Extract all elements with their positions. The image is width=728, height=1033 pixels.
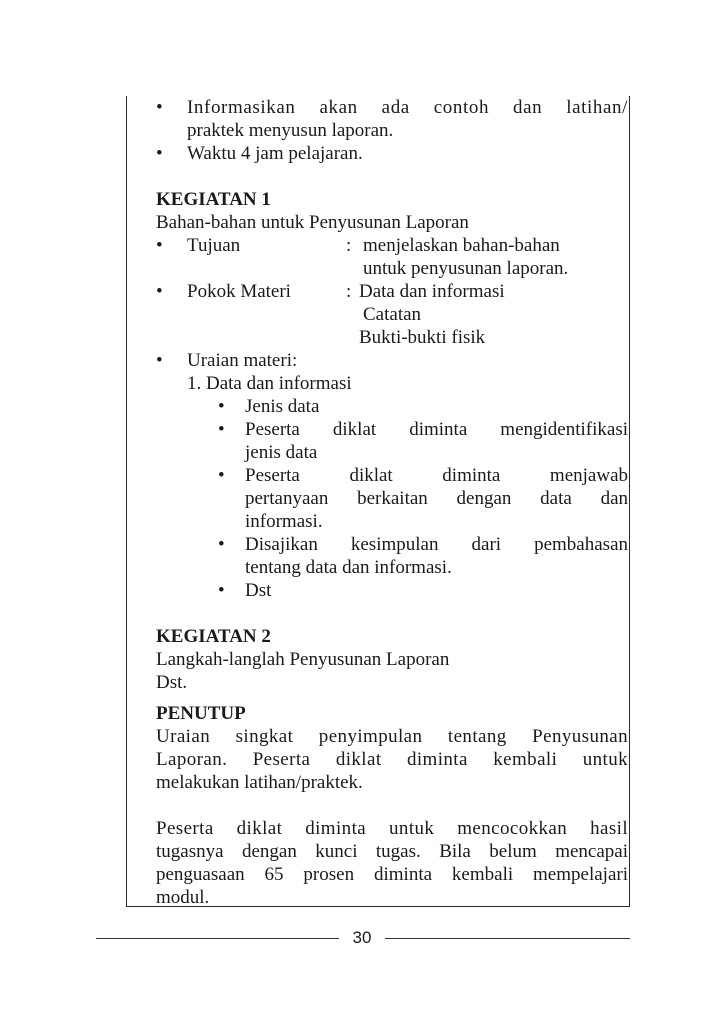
- sub-item-line: informasi.: [245, 511, 323, 532]
- bullet-marker: •: [156, 97, 163, 118]
- penutup-para-2-line-3: penguasaan 65 prosen diminta kembali mempelajari: [156, 864, 628, 885]
- penutup-heading: PENUTUP: [156, 703, 246, 724]
- sub-item-line: pertanyaan berkaitan dengan data dan: [245, 488, 628, 509]
- pokok-materi-colon: :: [346, 281, 352, 302]
- penutup-para-2-line-2: tugasnya dengan kunci tugas. Bila belum mencapai: [156, 841, 628, 862]
- intro-item-2: Waktu 4 jam pelajaran.: [187, 143, 363, 164]
- footer-rule-right: [385, 938, 630, 939]
- pokok-materi-label: Pokok Materi: [187, 281, 291, 302]
- kegiatan-1-title: Bahan-bahan untuk Penyusunan Laporan: [156, 212, 469, 233]
- tujuan-label: Tujuan: [187, 235, 241, 256]
- sub-item-line: Peserta diklat diminta mengidentifikasi: [245, 419, 628, 440]
- sub-item-line: Jenis data: [245, 396, 320, 417]
- sub-item-line: Peserta diklat diminta menjawab: [245, 465, 628, 486]
- tujuan-line-1: menjelaskan bahan-bahan: [363, 235, 560, 256]
- kegiatan-1-heading: KEGIATAN 1: [156, 189, 271, 210]
- footer-rule-left: [96, 938, 339, 939]
- intro-item-1-line-2: praktek menyusun laporan.: [187, 120, 394, 141]
- penutup-para-1-line-1: Uraian singkat penyimpulan tentang Penyusunan: [156, 726, 628, 747]
- pokok-materi-line-3: Bukti-bukti fisik: [359, 327, 486, 348]
- sub-item-line: jenis data: [245, 442, 318, 463]
- bullet-marker: •: [218, 534, 225, 555]
- sub-item-line: Dst: [245, 580, 272, 601]
- kegiatan-2-title: Langkah-langlah Penyusunan Laporan: [156, 649, 450, 670]
- bullet-marker: •: [218, 580, 225, 601]
- tujuan-colon: :: [346, 235, 352, 256]
- bullet-marker: •: [156, 235, 163, 256]
- penutup-para-2-line-1: Peserta diklat diminta untuk mencocokkan hasil: [156, 818, 628, 839]
- bullet-marker: •: [218, 396, 225, 417]
- sub-item-line: Disajikan kesimpulan dari pembahasan: [245, 534, 628, 555]
- penutup-para-1-line-2: Laporan. Peserta diklat diminta kembali untuk: [156, 749, 628, 770]
- uraian-materi-label: Uraian materi:: [187, 350, 298, 371]
- kegiatan-2-dst: Dst.: [156, 672, 188, 693]
- kegiatan-2-heading: KEGIATAN 2: [156, 626, 271, 647]
- bullet-marker: •: [218, 419, 225, 440]
- penutup-para-1-line-3: melakukan latihan/praktek.: [156, 772, 363, 793]
- pokok-materi-line-1: Data dan informasi: [359, 281, 505, 302]
- intro-item-1-line-1: Informasikan akan ada contoh dan latihan/: [187, 97, 628, 118]
- page-number: 30: [352, 928, 372, 947]
- bullet-marker: •: [156, 281, 163, 302]
- penutup-para-2-line-4: modul.: [156, 887, 210, 908]
- bullet-marker: •: [218, 465, 225, 486]
- bullet-marker: •: [156, 350, 163, 371]
- sub-item-line: tentang data dan informasi.: [245, 557, 452, 578]
- bullet-marker: •: [156, 143, 163, 164]
- numbered-item-1: 1. Data dan informasi: [187, 373, 352, 394]
- pokok-materi-line-2: Catatan: [363, 304, 422, 325]
- tujuan-line-2: untuk penyusunan laporan.: [363, 258, 569, 279]
